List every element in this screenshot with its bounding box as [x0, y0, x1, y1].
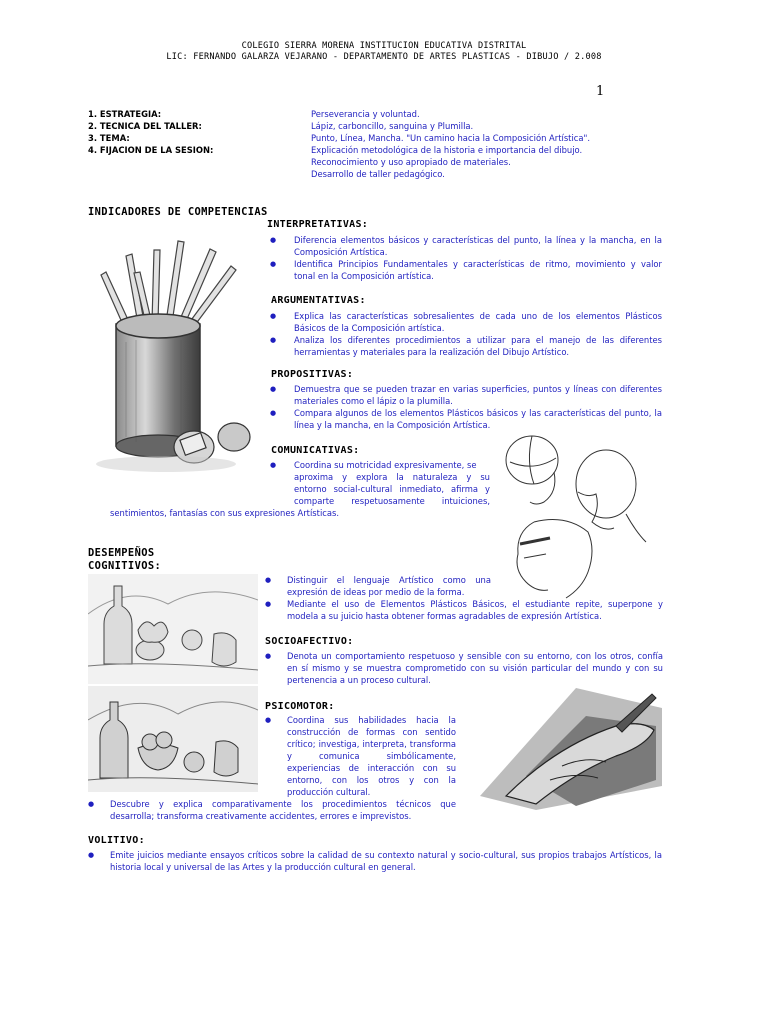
comunicativa-line-4: comparte respetuosamente intuiciones, — [294, 496, 490, 506]
interpretativa-text-2: Identifica Principios Fundamentales y características de ritmo, movimiento y valor tonal en la Composición artística. — [294, 259, 662, 281]
heading-socioafectivo: SOCIOAFECTIVO: — [265, 636, 354, 647]
comunicativa-line-2: aproxima y explora la naturaleza y su — [294, 472, 490, 482]
section-title-desempenos: DESEMPEÑOS — [88, 547, 155, 559]
bullet-icon: ● — [270, 312, 277, 320]
heading-cognitivos: COGNITIVOS: — [88, 560, 162, 572]
bullet-icon: ● — [265, 652, 272, 660]
bullet-icon: ● — [270, 260, 277, 268]
list-item-interpretativa-1 — [270, 234, 662, 258]
info-value-estrategia: Perseverancia y voluntad. — [311, 109, 420, 119]
heading-argumentativas: ARGUMENTATIVAS: — [271, 295, 366, 306]
bullet-icon: ● — [270, 461, 277, 469]
bullet-icon: ● — [270, 385, 277, 393]
list-item-volitivo — [88, 849, 662, 873]
info-value-fijacion-2: Reconocimiento y uso apropiado de materiales. — [311, 157, 511, 167]
info-label-tecnica: 2. TECNICA DEL TALLER: — [88, 121, 202, 131]
heading-interpretativas: INTERPRETATIVAS: — [267, 219, 369, 230]
list-item-cognitivo-1 — [265, 574, 491, 598]
list-item-socioafectivo — [265, 650, 663, 686]
info-value-fijacion-1: Explicación metodológica de la historia e importancia del dibujo. — [311, 145, 583, 155]
comunicativa-line-1: Coordina su motricidad expresivamente, se — [294, 460, 477, 470]
hand-drawing-sketch — [466, 686, 662, 810]
list-item-argumentativa-2 — [270, 334, 662, 358]
heading-volitivo: VOLITIVO: — [88, 835, 145, 846]
comunicativa-line-5: sentimientos, fantasías con sus expresiones Artísticas. — [110, 508, 340, 518]
list-item-propositiva-2 — [270, 407, 662, 431]
info-label-tema: 3. TEMA: — [88, 133, 130, 143]
list-item-interpretativa-2 — [270, 258, 662, 282]
volitivo-text: Emite juicios mediante ensayos críticos sobre la calidad de su contexto natural y socio-cultural, sus propios trabajos Artísticos, la historia local y universal de las Artes y la producción cultural en general. — [110, 850, 662, 872]
list-item-cognitivo-2 — [265, 598, 663, 622]
bullet-icon: ● — [265, 600, 272, 608]
bullet-icon: ● — [88, 800, 95, 808]
heading-psicomotor: PSICOMOTOR: — [265, 701, 335, 712]
bullet-icon: ● — [270, 409, 277, 417]
argumentativa-text-1: Explica las características sobresalientes de cada uno de los elementos Plásticos Básicos de la Composición artística. — [294, 311, 662, 333]
cognitivo-text-1: Distinguir el lenguaje Artístico como una expresión de ideas por medio de la forma. — [287, 575, 491, 597]
argumentativa-text-2: Analiza los diferentes procedimientos a utilizar para el manejo de las diferentes herramientas y materiales para la realización del Dibujo Artístico. — [294, 335, 662, 357]
psicomotor-text-2: Descubre y explica comparativamente los procedimientos técnicos que desarrolla; transforma creativamente accidentes, errores e imprevistos. — [110, 799, 456, 821]
school-name: COLEGIO SIERRA MORENA INSTITUCION EDUCATIVA DISTRITAL — [241, 41, 527, 51]
bullet-icon: ● — [265, 716, 272, 724]
list-item-psicomotor-1 — [265, 714, 456, 798]
propositiva-text-2: Compara algunos de los elementos Plásticos básicos y las características del punto, la línea y la mancha, en la Composición Artística. — [294, 408, 662, 430]
teacher-department-line: LIC: FERNANDO GALARZA VEJARANO - DEPARTAMENTO DE ARTES PLASTICAS - DIBUJO / 2.008 — [166, 52, 602, 62]
list-item-propositiva-1 — [270, 383, 662, 407]
heading-comunicativas: COMUNICATIVAS: — [271, 445, 360, 456]
bullet-icon: ● — [88, 851, 95, 859]
list-item-psicomotor-2 — [88, 798, 456, 822]
heading-propositivas: PROPOSITIVAS: — [271, 369, 354, 380]
info-label-fijacion: 4. FIJACION DE LA SESION: — [88, 145, 214, 155]
propositiva-text-1: Demuestra que se pueden trazar en varias superficies, puntos y líneas con diferentes materiales como el lápiz o la plumilla. — [294, 384, 662, 406]
still-life-sketch-1 — [88, 574, 258, 684]
page-number: 1 — [596, 84, 605, 99]
info-label-estrategia: 1. ESTRATEGIA: — [88, 109, 162, 119]
cognitivo-text-2: Mediante el uso de Elementos Plásticos Básicos, el estudiante repite, superpone y modela a su juicio hasta obtener formas agradables de expresión Artística. — [287, 599, 663, 621]
bullet-icon: ● — [265, 576, 272, 584]
list-item-argumentativa-1 — [270, 310, 662, 334]
info-value-tema: Punto, Línea, Mancha. "Un camino hacia la Composición Artística". — [311, 133, 591, 143]
bullet-icon: ● — [270, 336, 277, 344]
still-life-sketch-2 — [88, 686, 258, 792]
pencil-cup-drawing — [86, 232, 266, 482]
comunicativa-line-3: entorno social-cultural inmediato, afirma y — [294, 484, 490, 494]
info-value-fijacion-3: Desarrollo de taller pedagógico. — [311, 169, 445, 179]
bullet-icon: ● — [270, 236, 277, 244]
section-title-competencias: INDICADORES DE COMPETENCIAS — [88, 206, 268, 218]
interpretativa-text-1: Diferencia elementos básicos y características del punto, la línea y la mancha, en la Composición Artística. — [294, 235, 662, 257]
heads-sketch-drawing — [496, 432, 668, 602]
info-value-tecnica: Lápiz, carboncillo, sanguina y Plumilla. — [311, 121, 474, 131]
psicomotor-text-1: Coordina sus habilidades hacia la construcción de formas con sentido crítico; investiga, interpreta, transforma y comunica simbólicamente, experiencias de interacción con su entorno, con los otros y con la producción cultural. — [287, 715, 456, 797]
list-item-comunicativa — [270, 459, 492, 471]
socioafectivo-text: Denota un comportamiento respetuoso y sensible con su entorno, con los otros, confía en sí mismo y se muestra comprometido con su visión particular del mundo y con su pertenencia a un proceso cultural. — [287, 651, 663, 685]
